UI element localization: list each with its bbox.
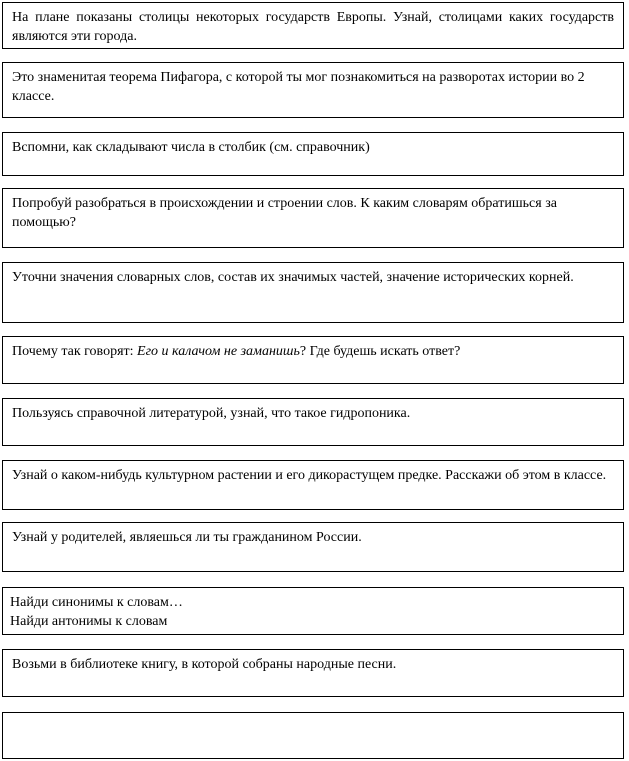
task-line-synonyms: Найди синонимы к словам… xyxy=(10,595,183,610)
task-card-hydroponics xyxy=(2,398,624,446)
task-card-pythagoras xyxy=(2,62,624,118)
task-card-citizenship xyxy=(2,522,624,572)
idiom-quote: Его и калачом не заманишь xyxy=(137,344,300,359)
task-card-dictionary-words xyxy=(2,262,624,323)
task-text-suffix: ? Где будешь искать ответ? xyxy=(299,344,461,359)
task-card-capitals xyxy=(2,2,624,49)
task-text: Вспомни, как складывают числа в столбик (см. справочник) xyxy=(12,140,370,155)
task-text: На плане показаны столицы некоторых государств Европы. Узнай, столицами каких государств являются эти города. xyxy=(12,10,614,44)
task-text: Попробуй разобраться в происхождении и строении слов. К каким словарям обратишься за помощью? xyxy=(12,196,557,230)
task-card-word-origin xyxy=(2,188,624,248)
task-text: Пользуясь справочной литературой, узнай, что такое гидропоника. xyxy=(12,406,411,421)
task-text: Это знаменитая теорема Пифагора, с которой ты мог познакомиться на разворотах истории во 2 классе. xyxy=(12,70,585,104)
task-card-empty xyxy=(2,712,624,759)
task-text xyxy=(12,342,614,361)
task-line-antonyms: Найди антонимы к словам xyxy=(10,614,168,629)
task-text: Узнай о каком-нибудь культурном растении и его дикорастущем предке. Расскажи об этом в классе. xyxy=(12,468,607,483)
task-card-cultivated-plant xyxy=(2,460,624,510)
task-text: Узнай у родителей, являешься ли ты гражданином России. xyxy=(12,530,362,545)
task-card-column-addition xyxy=(2,132,624,176)
task-text-prefix: Почему так говорят: xyxy=(12,344,138,359)
task-card-folk-songs xyxy=(2,649,624,697)
task-text: Уточни значения словарных слов, состав их значимых частей, значение исторических корней. xyxy=(12,270,574,285)
task-card-idiom xyxy=(2,336,624,384)
task-text: Возьми в библиотеке книгу, в которой собраны народные песни. xyxy=(12,657,397,672)
task-card-synonyms-antonyms xyxy=(2,587,624,635)
